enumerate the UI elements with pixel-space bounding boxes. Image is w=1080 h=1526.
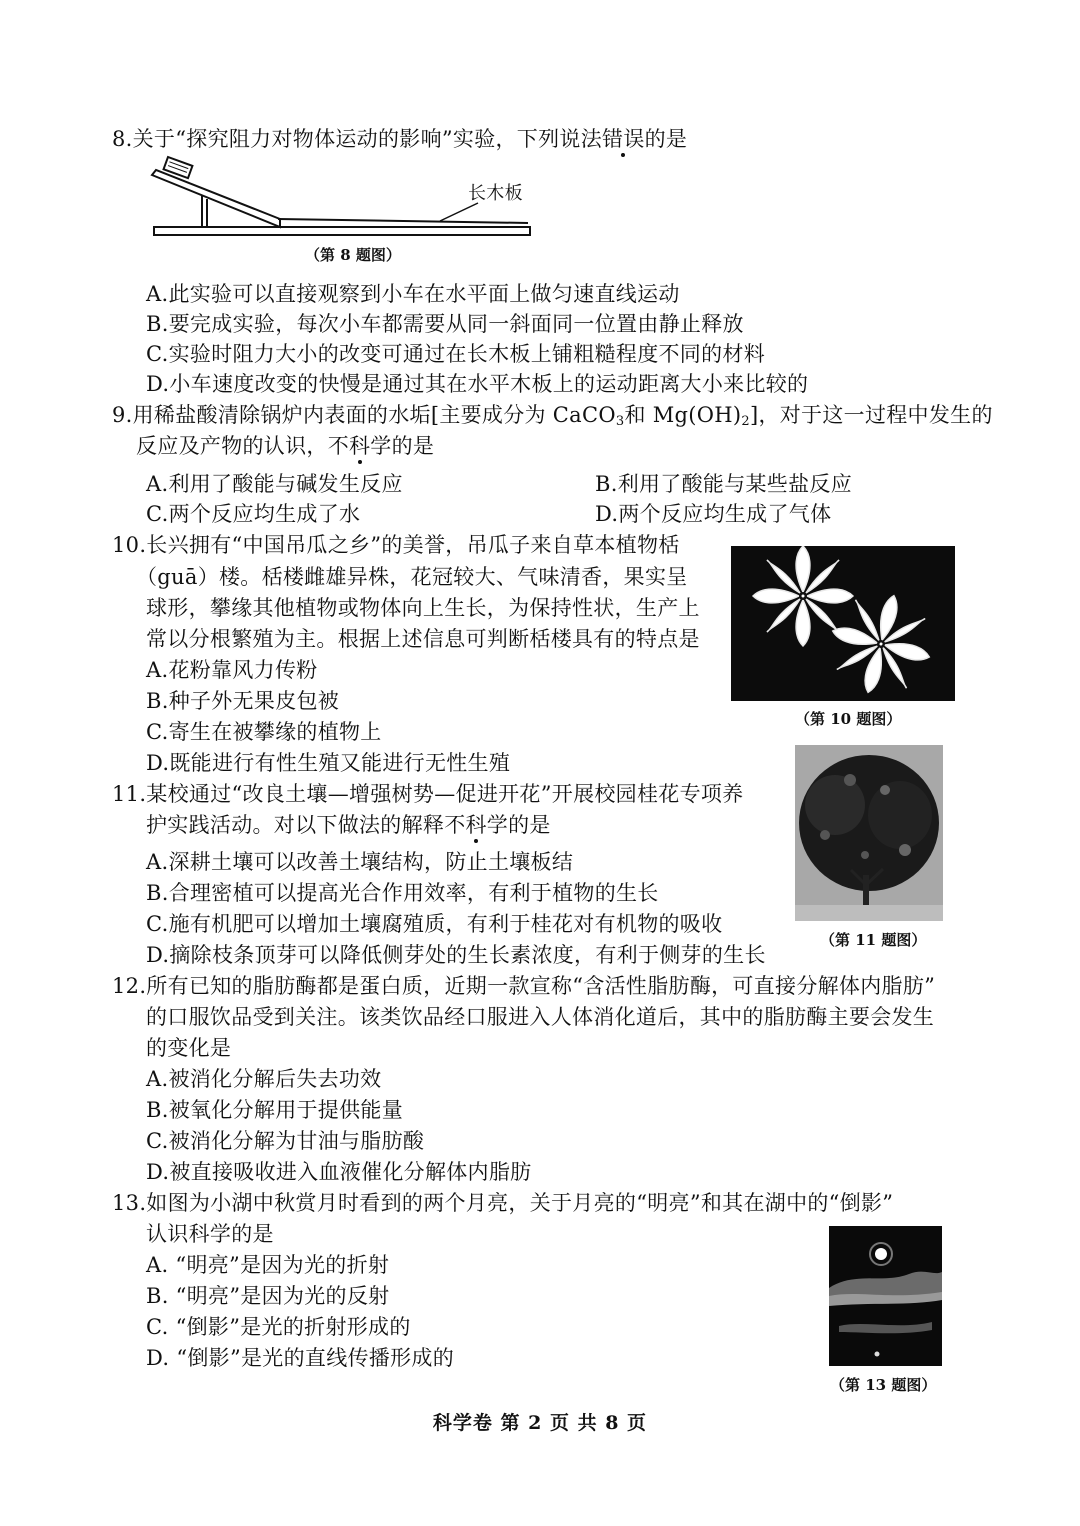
q11-option-c: C.施有机肥可以增加土壤腐殖质，有利于桂花对有机物的吸收 (146, 912, 723, 936)
q10-flower-photo (731, 546, 955, 701)
q9-option-a: A.利用了酸能与碱发生反应 (146, 472, 403, 496)
q10-option-a: A.花粉靠风力传粉 (146, 658, 318, 682)
q9-option-d: D.两个反应均生成了气体 (595, 502, 832, 526)
q8-stem: 8.关于“探究阻力对物体运动的影响”实验，下列说法错误的是 (112, 127, 688, 151)
q9-stem-line1: 9.用稀盐酸清除锅炉内表面的水垢[主要成分为 CaCO$_3$和 $Mg(OH)_2$]，对于这一过程中发生的 (112, 403, 993, 429)
q8-caption: （第 8 题图） (305, 246, 401, 264)
q11-stem-line2: 护实践活动。对以下做法的解释不科学的是 (146, 813, 551, 837)
q8-figure-label: 长木板 (468, 183, 523, 204)
q10-caption: （第 10 题图） (795, 710, 902, 728)
q12-stem-line1: 12.所有已知的脂肪酶都是蛋白质，近期一款宣称“含活性脂肪酶，可直接分解体内脂肪” (112, 974, 936, 998)
q13-option-c: C. “倒影”是光的折射形成的 (146, 1315, 411, 1339)
q11-option-b: B.合理密植可以提高光合作用效率，有利于植物的生长 (146, 881, 659, 905)
moon-icon (875, 1248, 887, 1260)
q10-stem-line3: 球形，攀缘其他植物或物体向上生长，为保持性状，生产上 (146, 596, 700, 620)
q11-caption: （第 11 题图） (820, 931, 927, 949)
q13-option-b: B. “明亮”是因为光的反射 (146, 1284, 390, 1308)
q8-option-d: D.小车速度改变的快慢是通过其在水平木板上的运动距离大小来比较的 (146, 372, 809, 396)
q10-stem-line1: 10.长兴拥有“中国吊瓜之乡”的美誉，吊瓜子来自草本植物栝 (112, 533, 680, 557)
q13-moon-photo (829, 1226, 942, 1366)
q10-option-b: B.种子外无果皮包被 (146, 689, 340, 713)
q11-tree-photo (795, 745, 943, 921)
moon-reflection-icon (875, 1352, 880, 1357)
page-footer: 科学卷 第 2 页 共 8 页 (432, 1412, 648, 1434)
q13-stem-line1: 13.如图为小湖中秋赏月时看到的两个月亮，关于月亮的“明亮”和其在湖中的“倒影” (112, 1191, 894, 1215)
q13-option-a: A. “明亮”是因为光的折射 (146, 1253, 390, 1277)
q12-stem-line2: 的口服饮品受到关注。该类饮品经口服进入人体消化道后，其中的脂肪酶主要会发生 (146, 1005, 935, 1029)
q10-option-d: D.既能进行有性生殖又能进行无性生殖 (146, 751, 511, 775)
q10-stem-line2: （guā）楼。栝楼雌雄异株，花冠较大、气味清香，果实呈 (136, 565, 688, 589)
q11-stem-line1: 11.某校通过“改良土壤—增强树势—促进开花”开展校园桂花专项养 (112, 782, 744, 806)
q9-option-b: B.利用了酸能与某些盐反应 (595, 472, 853, 496)
q13-caption: （第 13 题图） (830, 1376, 937, 1394)
q12-option-b: B.被氧化分解用于提供能量 (146, 1098, 404, 1122)
q8-option-c: C.实验时阻力大小的改变可通过在长木板上铺粗糙程度不同的材料 (146, 342, 765, 366)
q8-option-a: A.此实验可以直接观察到小车在水平面上做匀速直线运动 (146, 282, 680, 306)
q12-stem-line3: 的变化是 (146, 1036, 232, 1060)
q12-option-c: C.被消化分解为甘油与脂肪酸 (146, 1129, 425, 1153)
q10-stem-line4: 常以分根繁殖为主。根据上述信息可判断栝楼具有的特点是 (146, 627, 700, 651)
q9-option-c: C.两个反应均生成了水 (146, 502, 361, 526)
q8-option-b: B.要完成实验，每次小车都需要从同一斜面同一位置由静止释放 (146, 312, 744, 336)
q12-option-d: D.被直接吸收进入血液催化分解体内脂肪 (146, 1160, 532, 1184)
q13-option-d: D. “倒影”是光的直线传播形成的 (146, 1346, 455, 1370)
q10-option-c: C.寄生在被攀缘的植物上 (146, 720, 382, 744)
q11-option-d: D.摘除枝条顶芽可以降低侧芽处的生长素浓度，有利于侧芽的生长 (146, 943, 766, 967)
q9-stem-line2: 反应及产物的认识，不科学的是 (136, 434, 435, 458)
q13-stem-line2: 认识科学的是 (146, 1222, 274, 1246)
q11-option-a: A.深耕土壤可以改善土壤结构，防止土壤板结 (146, 850, 574, 874)
q12-option-a: A.被消化分解后失去功效 (146, 1067, 382, 1091)
